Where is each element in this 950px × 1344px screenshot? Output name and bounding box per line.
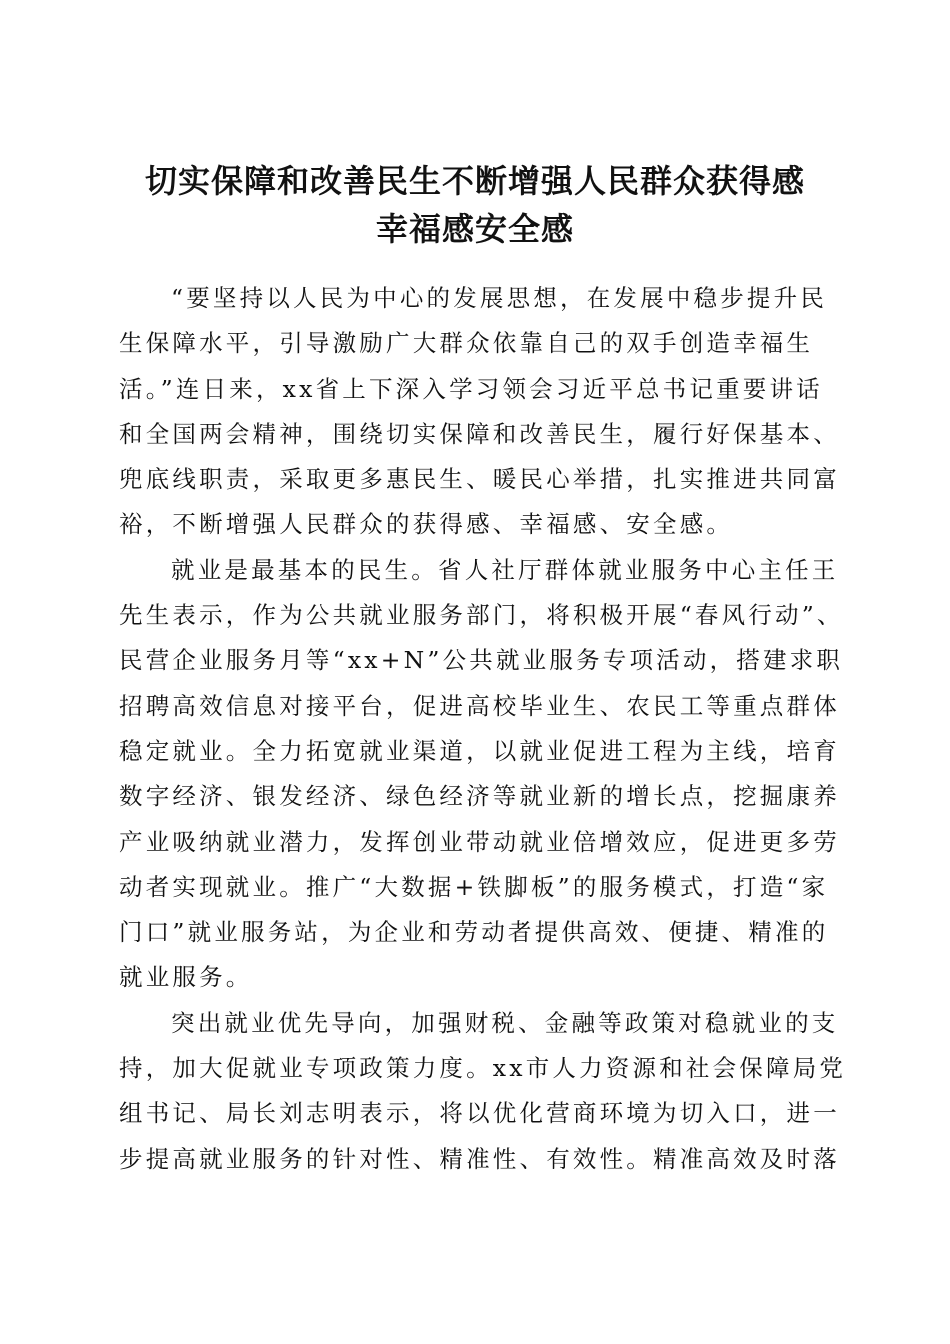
- paragraph-line: 数字经济、银发经济、绿色经济等就业新的增长点，挖掘康养: [119, 782, 840, 811]
- document-title: [110, 157, 840, 253]
- paragraph-line: 就业是最基本的民生。省人社厅群体就业服务中心主任王: [171, 555, 839, 584]
- paragraph-line: 组书记、局长刘志明表示，将以优化营商环境为切入口，进一: [119, 1099, 840, 1128]
- paragraph-3: [119, 1001, 847, 1182]
- document-body: [119, 276, 847, 1182]
- paragraph-line: 就业服务。: [119, 963, 253, 992]
- title-line-2: 幸福感安全感: [375, 210, 574, 249]
- paragraph-line: 民营企业服务月等“xx+N”公共就业服务专项活动，搭建求职: [119, 646, 844, 675]
- paragraph-2: [119, 548, 844, 1001]
- paragraph-line: 兜底线职责，采取更多惠民生、暖民心举措，扎实推进共同富: [119, 465, 840, 494]
- title-line-1: 切实保障和改善民生不断增强人民群众获得感: [144, 162, 805, 201]
- paragraph-line: 活。”连日来，xx省上下深入学习领会习近平总书记重要讲话: [119, 374, 823, 403]
- paragraph-line: 稳定就业。全力拓宽就业渠道，以就业促进工程为主线，培育: [119, 736, 840, 765]
- paragraph-line: 动者实现就业。推广“大数据+铁脚板”的服务模式，打造“家: [119, 872, 829, 901]
- paragraph-line: 和全国两会精神，围绕切实保障和改善民生，履行好保基本、: [119, 419, 840, 448]
- paragraph-line: 持，加大促就业专项政策力度。xx市人力资源和社会保障局党: [119, 1054, 847, 1083]
- paragraph-line: “要坚持以人民为中心的发展思想，在发展中稳步提升民: [171, 284, 828, 312]
- paragraph-line: 裕，不断增强人民群众的获得感、幸福感、安全感。: [119, 510, 734, 539]
- paragraph-line: 突出就业优先导向，加强财税、金融等政策对稳就业的支: [171, 1008, 839, 1037]
- paragraph-line: 先生表示，作为公共就业服务部门，将积极开展“春风行动”、: [119, 601, 844, 630]
- paragraph-line: 产业吸纳就业潜力，发挥创业带动就业倍增效应，促进更多劳: [119, 827, 840, 856]
- paragraph-line: 步提高就业服务的针对性、精准性、有效性。精准高效及时落: [119, 1144, 840, 1173]
- paragraph-line: 门口”就业服务站，为企业和劳动者提供高效、便捷、精准的: [119, 918, 829, 947]
- paragraph-line: 招聘高效信息对接平台，促进高校毕业生、农民工等重点群体: [119, 691, 840, 720]
- paragraph-line: 生保障水平，引导激励广大群众依靠自己的双手创造幸福生: [119, 329, 814, 358]
- paragraph-1: [119, 276, 840, 548]
